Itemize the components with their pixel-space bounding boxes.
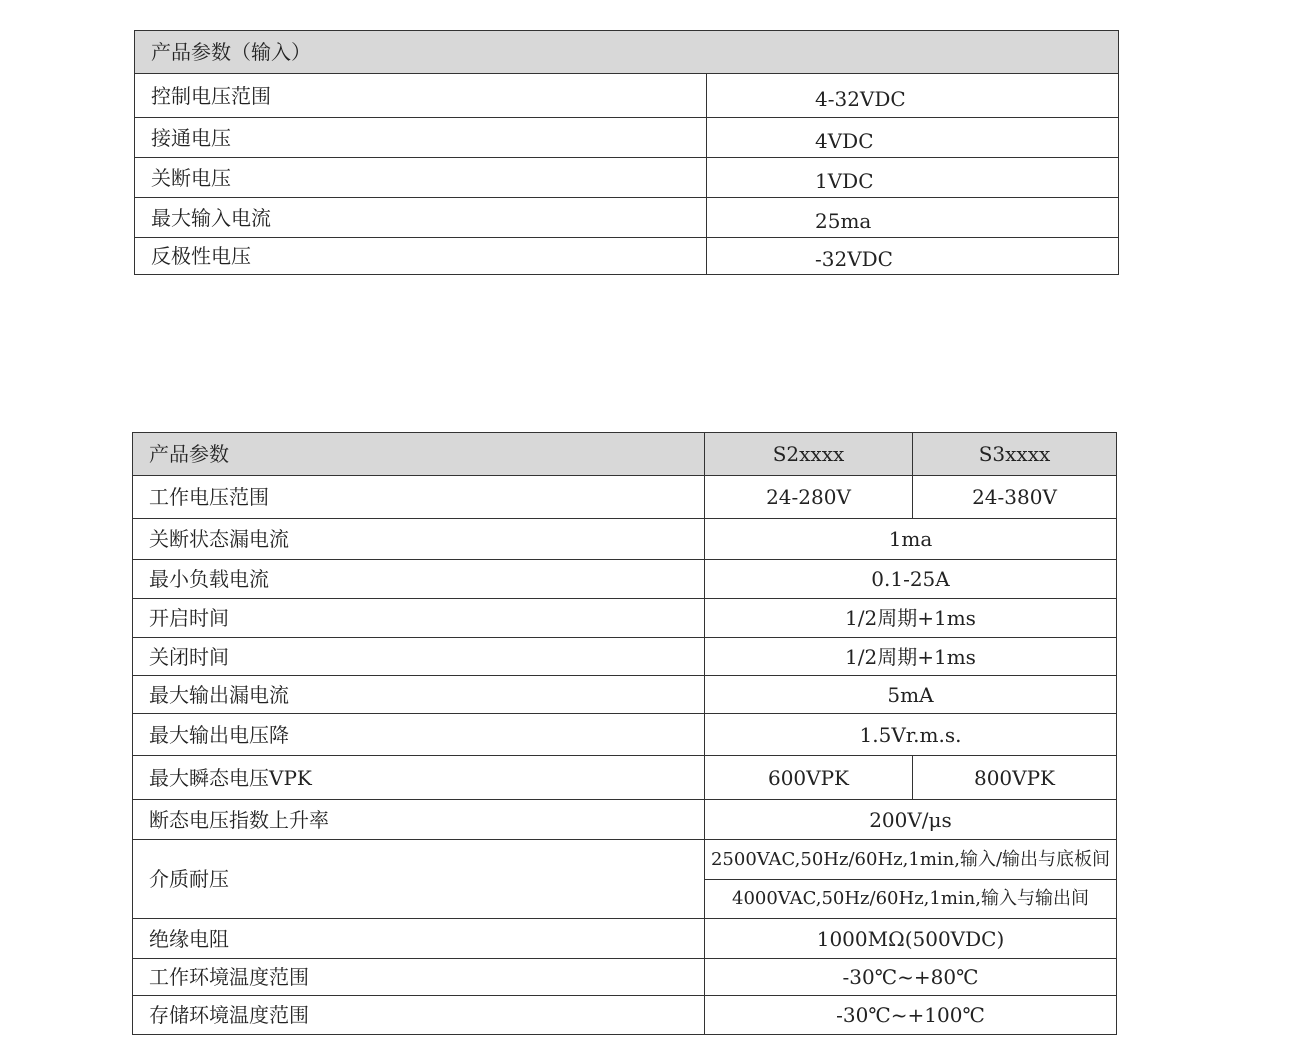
param-value: 1.5Vr.m.s.: [705, 714, 1117, 756]
param-label: 接通电压: [135, 118, 707, 158]
output-table-title: 产品参数: [133, 433, 705, 476]
param-value: 4VDC: [707, 118, 1119, 158]
table-header-row: [135, 31, 1119, 74]
table-row: [133, 800, 1117, 840]
param-label: 关闭时间: [133, 638, 705, 676]
input-table-title: 产品参数（输入）: [135, 31, 1119, 74]
param-label: 最大输出电压降: [133, 714, 705, 756]
table-row: [135, 158, 1119, 198]
table-row: [133, 756, 1117, 800]
table-row: [133, 996, 1117, 1035]
table-row: [133, 638, 1117, 676]
param-label: 断态电压指数上升率: [133, 800, 705, 840]
param-label: 存储环境温度范围: [133, 996, 705, 1035]
param-label: 最大瞬态电压VPK: [133, 756, 705, 800]
table-row: [135, 238, 1119, 275]
table-row: [133, 519, 1117, 560]
table-row: [133, 599, 1117, 638]
param-label: 最大输出漏电流: [133, 676, 705, 714]
table-row: [133, 560, 1117, 599]
param-value: 4-32VDC: [707, 74, 1119, 118]
param-value-b: 4000VAC,50Hz/60Hz,1min,输入与输出间: [705, 880, 1117, 919]
param-value: -30℃~+100℃: [705, 996, 1117, 1035]
output-params-table: [132, 432, 1117, 1035]
table-row: [133, 676, 1117, 714]
table-header-row: [133, 433, 1117, 476]
column-header-s2: S2xxxx: [705, 433, 913, 476]
param-value: -30℃~+80℃: [705, 959, 1117, 996]
table-row: [133, 919, 1117, 959]
input-params-table: [134, 30, 1119, 275]
param-label: 关断电压: [135, 158, 707, 198]
param-value-s2: 600VPK: [705, 756, 913, 800]
param-value: 0.1-25A: [705, 560, 1117, 599]
param-value: 1000MΩ(500VDC): [705, 919, 1117, 959]
param-value: 200V/μs: [705, 800, 1117, 840]
param-label: 反极性电压: [135, 238, 707, 275]
table-row: [133, 840, 1117, 880]
table-row: [133, 714, 1117, 756]
param-value-s2: 24-280V: [705, 476, 913, 519]
param-value: 1ma: [705, 519, 1117, 560]
param-label: 绝缘电阻: [133, 919, 705, 959]
param-label: 介质耐压: [133, 840, 705, 919]
table-row: [133, 476, 1117, 519]
param-value: 5mA: [705, 676, 1117, 714]
table-row: [135, 74, 1119, 118]
param-value: 1/2周期+1ms: [705, 599, 1117, 638]
param-label: 关断状态漏电流: [133, 519, 705, 560]
param-label: 工作电压范围: [133, 476, 705, 519]
table-row: [133, 959, 1117, 996]
table-row: [135, 118, 1119, 158]
table-row: [135, 198, 1119, 238]
param-label: 最小负载电流: [133, 560, 705, 599]
param-value-a: 2500VAC,50Hz/60Hz,1min,输入/输出与底板间: [705, 840, 1117, 880]
param-label: 开启时间: [133, 599, 705, 638]
column-header-s3: S3xxxx: [913, 433, 1117, 476]
param-label: 控制电压范围: [135, 74, 707, 118]
param-value: 1/2周期+1ms: [705, 638, 1117, 676]
param-value: -32VDC: [707, 238, 1119, 275]
param-value-s3: 24-380V: [913, 476, 1117, 519]
param-value: 1VDC: [707, 158, 1119, 198]
param-label: 工作环境温度范围: [133, 959, 705, 996]
param-value-s3: 800VPK: [913, 756, 1117, 800]
param-value: 25ma: [707, 198, 1119, 238]
param-label: 最大输入电流: [135, 198, 707, 238]
